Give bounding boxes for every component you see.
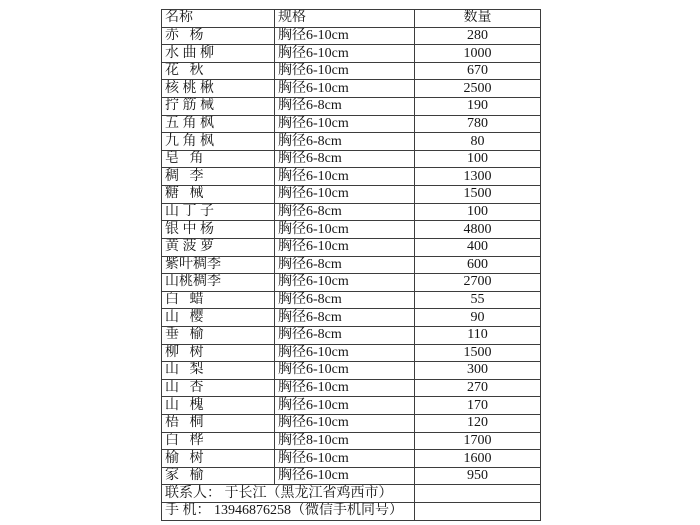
qty-cell: 110 [415, 326, 541, 344]
name-cell: 山 杏 [162, 379, 275, 397]
table-row [162, 150, 541, 168]
name-cell: 银 中 杨 [162, 221, 275, 239]
name-cell: 山 樱 [162, 309, 275, 327]
table-row [162, 309, 541, 327]
spec-cell: 胸径6-10cm [275, 274, 415, 292]
qty-cell: 400 [415, 238, 541, 256]
name-cell: 榆 树 [162, 450, 275, 468]
qty-cell: 780 [415, 115, 541, 133]
qty-cell: 1500 [415, 186, 541, 204]
qty-cell: 280 [415, 27, 541, 45]
name-cell: 糖 械 [162, 186, 275, 204]
table-row [162, 186, 541, 204]
spec-cell: 胸径6-10cm [275, 80, 415, 98]
spec-cell: 胸径6-8cm [275, 150, 415, 168]
spec-cell: 胸径6-8cm [275, 98, 415, 116]
contact-row [162, 485, 541, 503]
table-row [162, 450, 541, 468]
contact-person-cell: 联系人： 于长江（黑龙江省鸡西市） [162, 485, 415, 503]
name-cell: 垂 榆 [162, 326, 275, 344]
table-row [162, 62, 541, 80]
spec-cell: 胸径6-8cm [275, 133, 415, 151]
header-qty: 数量 [415, 10, 541, 28]
spec-cell: 胸径6-10cm [275, 362, 415, 380]
name-cell: 稠 李 [162, 168, 275, 186]
table-row [162, 115, 541, 133]
name-cell: 拧 筋 械 [162, 98, 275, 116]
contact-empty-cell [415, 485, 541, 503]
name-cell: 核 桃 楸 [162, 80, 275, 98]
qty-cell: 90 [415, 309, 541, 327]
name-cell: 白 桦 [162, 432, 275, 450]
table-row [162, 27, 541, 45]
spec-cell: 胸径6-10cm [275, 221, 415, 239]
name-cell: 梧 桐 [162, 415, 275, 433]
spec-cell: 胸径6-10cm [275, 415, 415, 433]
table-row [162, 415, 541, 433]
spec-cell: 胸径6-10cm [275, 450, 415, 468]
qty-cell: 1000 [415, 45, 541, 63]
spec-cell: 胸径8-10cm [275, 432, 415, 450]
name-cell: 五 角 枫 [162, 115, 275, 133]
phone-row [162, 503, 541, 521]
spec-cell: 胸径6-10cm [275, 397, 415, 415]
qty-cell: 55 [415, 291, 541, 309]
spec-cell: 胸径6-10cm [275, 238, 415, 256]
spec-cell: 胸径6-8cm [275, 203, 415, 221]
qty-cell: 600 [415, 256, 541, 274]
table-row [162, 326, 541, 344]
table-row [162, 291, 541, 309]
qty-cell: 120 [415, 415, 541, 433]
table-row [162, 45, 541, 63]
name-cell: 山 丁 子 [162, 203, 275, 221]
qty-cell: 1300 [415, 168, 541, 186]
name-cell: 家 榆 [162, 467, 275, 485]
qty-cell: 1600 [415, 450, 541, 468]
spec-cell: 胸径6-8cm [275, 291, 415, 309]
qty-cell: 4800 [415, 221, 541, 239]
table-row [162, 344, 541, 362]
spec-cell: 胸径6-10cm [275, 27, 415, 45]
table-row [162, 256, 541, 274]
spec-cell: 胸径6-10cm [275, 45, 415, 63]
name-cell: 山桃稠李 [162, 274, 275, 292]
contact-phone-cell: 手 机： 13946876258（微信手机同号） [162, 503, 415, 521]
table-row [162, 397, 541, 415]
qty-cell: 80 [415, 133, 541, 151]
qty-cell: 2700 [415, 274, 541, 292]
table-body [162, 27, 541, 485]
qty-cell: 950 [415, 467, 541, 485]
qty-cell: 300 [415, 362, 541, 380]
name-cell: 柳 树 [162, 344, 275, 362]
spec-cell: 胸径6-8cm [275, 326, 415, 344]
name-cell: 紫叶稠李 [162, 256, 275, 274]
qty-cell: 1700 [415, 432, 541, 450]
spec-cell: 胸径6-8cm [275, 256, 415, 274]
spec-cell: 胸径6-10cm [275, 379, 415, 397]
qty-cell: 2500 [415, 80, 541, 98]
qty-cell: 100 [415, 203, 541, 221]
table-row [162, 80, 541, 98]
table-row [162, 168, 541, 186]
name-cell: 皂 角 [162, 150, 275, 168]
name-cell: 水 曲 柳 [162, 45, 275, 63]
name-cell: 黄 菠 萝 [162, 238, 275, 256]
header-name: 名称 [162, 10, 275, 28]
tree-price-table [161, 9, 541, 521]
table-row [162, 379, 541, 397]
name-cell: 九 角 枫 [162, 133, 275, 151]
spec-cell: 胸径6-10cm [275, 186, 415, 204]
table-row [162, 133, 541, 151]
spec-cell: 胸径6-10cm [275, 344, 415, 362]
phone-empty-cell [415, 503, 541, 521]
name-cell: 山 梨 [162, 362, 275, 380]
table-row [162, 362, 541, 380]
name-cell: 白 蜡 [162, 291, 275, 309]
name-cell: 花 秋 [162, 62, 275, 80]
spec-cell: 胸径6-10cm [275, 168, 415, 186]
qty-cell: 670 [415, 62, 541, 80]
table-row [162, 274, 541, 292]
qty-cell: 190 [415, 98, 541, 116]
qty-cell: 170 [415, 397, 541, 415]
name-cell: 赤 杨 [162, 27, 275, 45]
name-cell: 山 槐 [162, 397, 275, 415]
qty-cell: 1500 [415, 344, 541, 362]
header-row [162, 10, 541, 28]
spec-cell: 胸径6-10cm [275, 62, 415, 80]
table-row [162, 238, 541, 256]
spec-cell: 胸径6-10cm [275, 115, 415, 133]
table-row [162, 432, 541, 450]
qty-cell: 100 [415, 150, 541, 168]
spec-cell: 胸径6-10cm [275, 467, 415, 485]
table-row [162, 203, 541, 221]
header-spec: 规格 [275, 10, 415, 28]
table-row [162, 221, 541, 239]
qty-cell: 270 [415, 379, 541, 397]
spec-cell: 胸径6-8cm [275, 309, 415, 327]
table-row [162, 467, 541, 485]
table-row [162, 98, 541, 116]
